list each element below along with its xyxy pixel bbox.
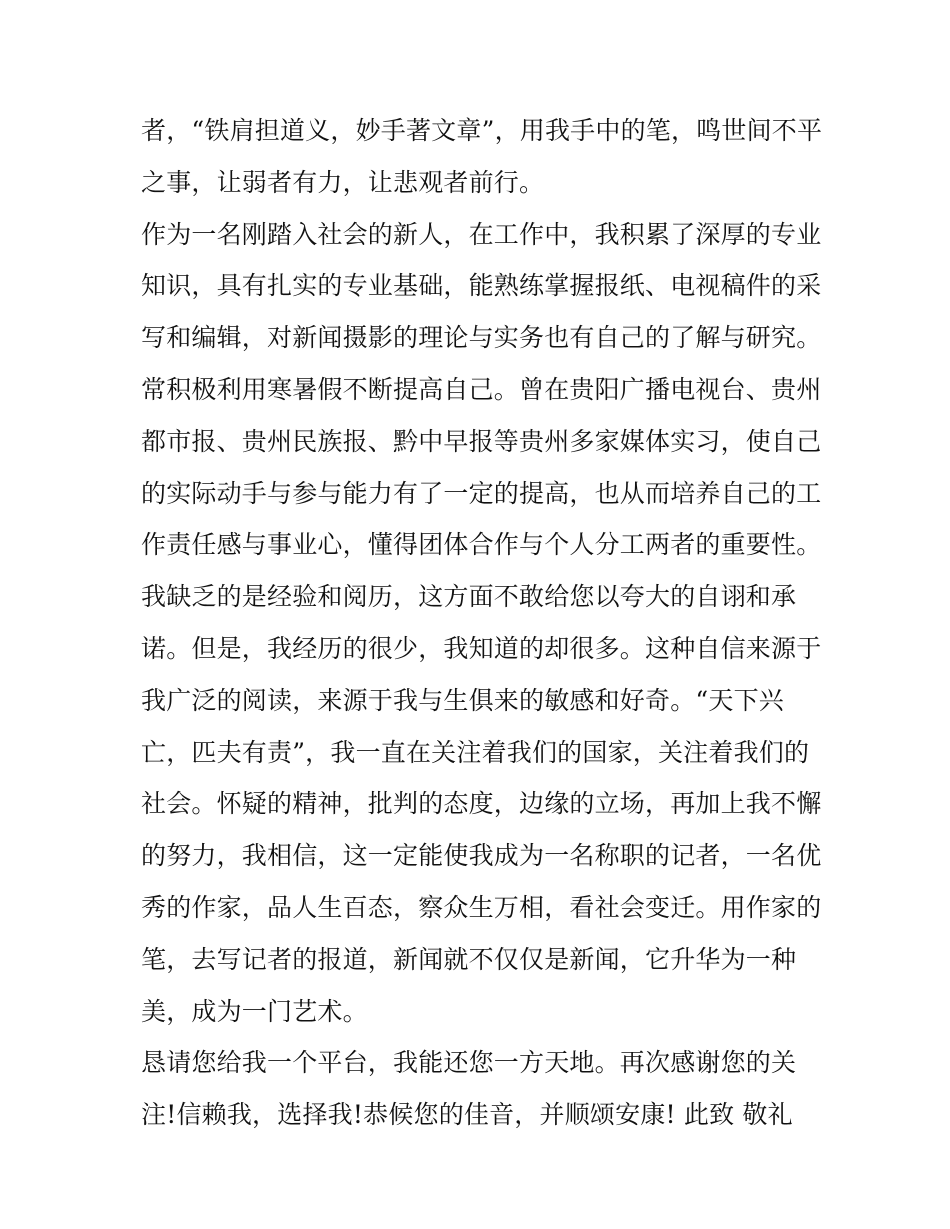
text-line: 者，“铁肩担道义，妙手著文章”，用我手中的笔，鸣世间不平 — [141, 116, 823, 145]
text-line: 作责任感与事业心，懂得团体合作与个人分工两者的重要性。 — [141, 530, 822, 560]
text-line: 常积极利用寒暑假不断提高自己。曾在贵阳广播电视台、贵州 — [141, 374, 822, 404]
body-text — [141, 105, 823, 1141]
text-line: 诺。但是，我经历的很少，我知道的却很多。这种自信来源于 — [141, 633, 822, 663]
text-line: 秀的作家，品人生百态，察众生万相，看社会变迁。用作家的 — [141, 892, 822, 922]
text-line: 写和编辑，对新闻摄影的理论与实务也有自己的了解与研究。 — [141, 323, 822, 353]
text-line: 之事，让弱者有力，让悲观者前行。 — [141, 167, 545, 197]
text-line: 笔，去写记者的报道，新闻就不仅仅是新闻，它升华为一种 — [141, 944, 797, 974]
text-line: 作为一名刚踏入社会的新人，在工作中，我积累了深厚的专业 — [141, 219, 822, 249]
text-line: 恳请您给我一个平台，我能还您一方天地。再次感谢您的关 — [141, 1048, 797, 1078]
text-line: 知识，具有扎实的专业基础，能熟练掌握报纸、电视稿件的采 — [141, 271, 822, 301]
text-line: 的努力，我相信，这一定能使我成为一名称职的记者，一名优 — [141, 841, 822, 871]
text-line: 我缺乏的是经验和阅历，这方面不敢给您以夸大的自诩和承 — [141, 582, 797, 612]
text-line: 亡，匹夫有责”，我一直在关注着我们的国家，关注着我们的 — [141, 737, 810, 767]
text-line: 社会。怀疑的精神，批判的态度，边缘的立场，再加上我不懈 — [141, 789, 822, 819]
text-line: 美，成为一门艺术。 — [141, 996, 368, 1026]
text-line: 我广泛的阅读，来源于我与生俱来的敏感和好奇。“天下兴 — [141, 685, 784, 715]
text-line: 注!信赖我，选择我!恭候您的佳音，并顺颂安康! 此致 敬礼 — [141, 1100, 793, 1130]
text-line: 的实际动手与参与能力有了一定的提高，也从而培养自己的工 — [141, 478, 822, 508]
text-line: 都市报、贵州民族报、黔中早报等贵州多家媒体实习，使自己 — [141, 426, 822, 456]
